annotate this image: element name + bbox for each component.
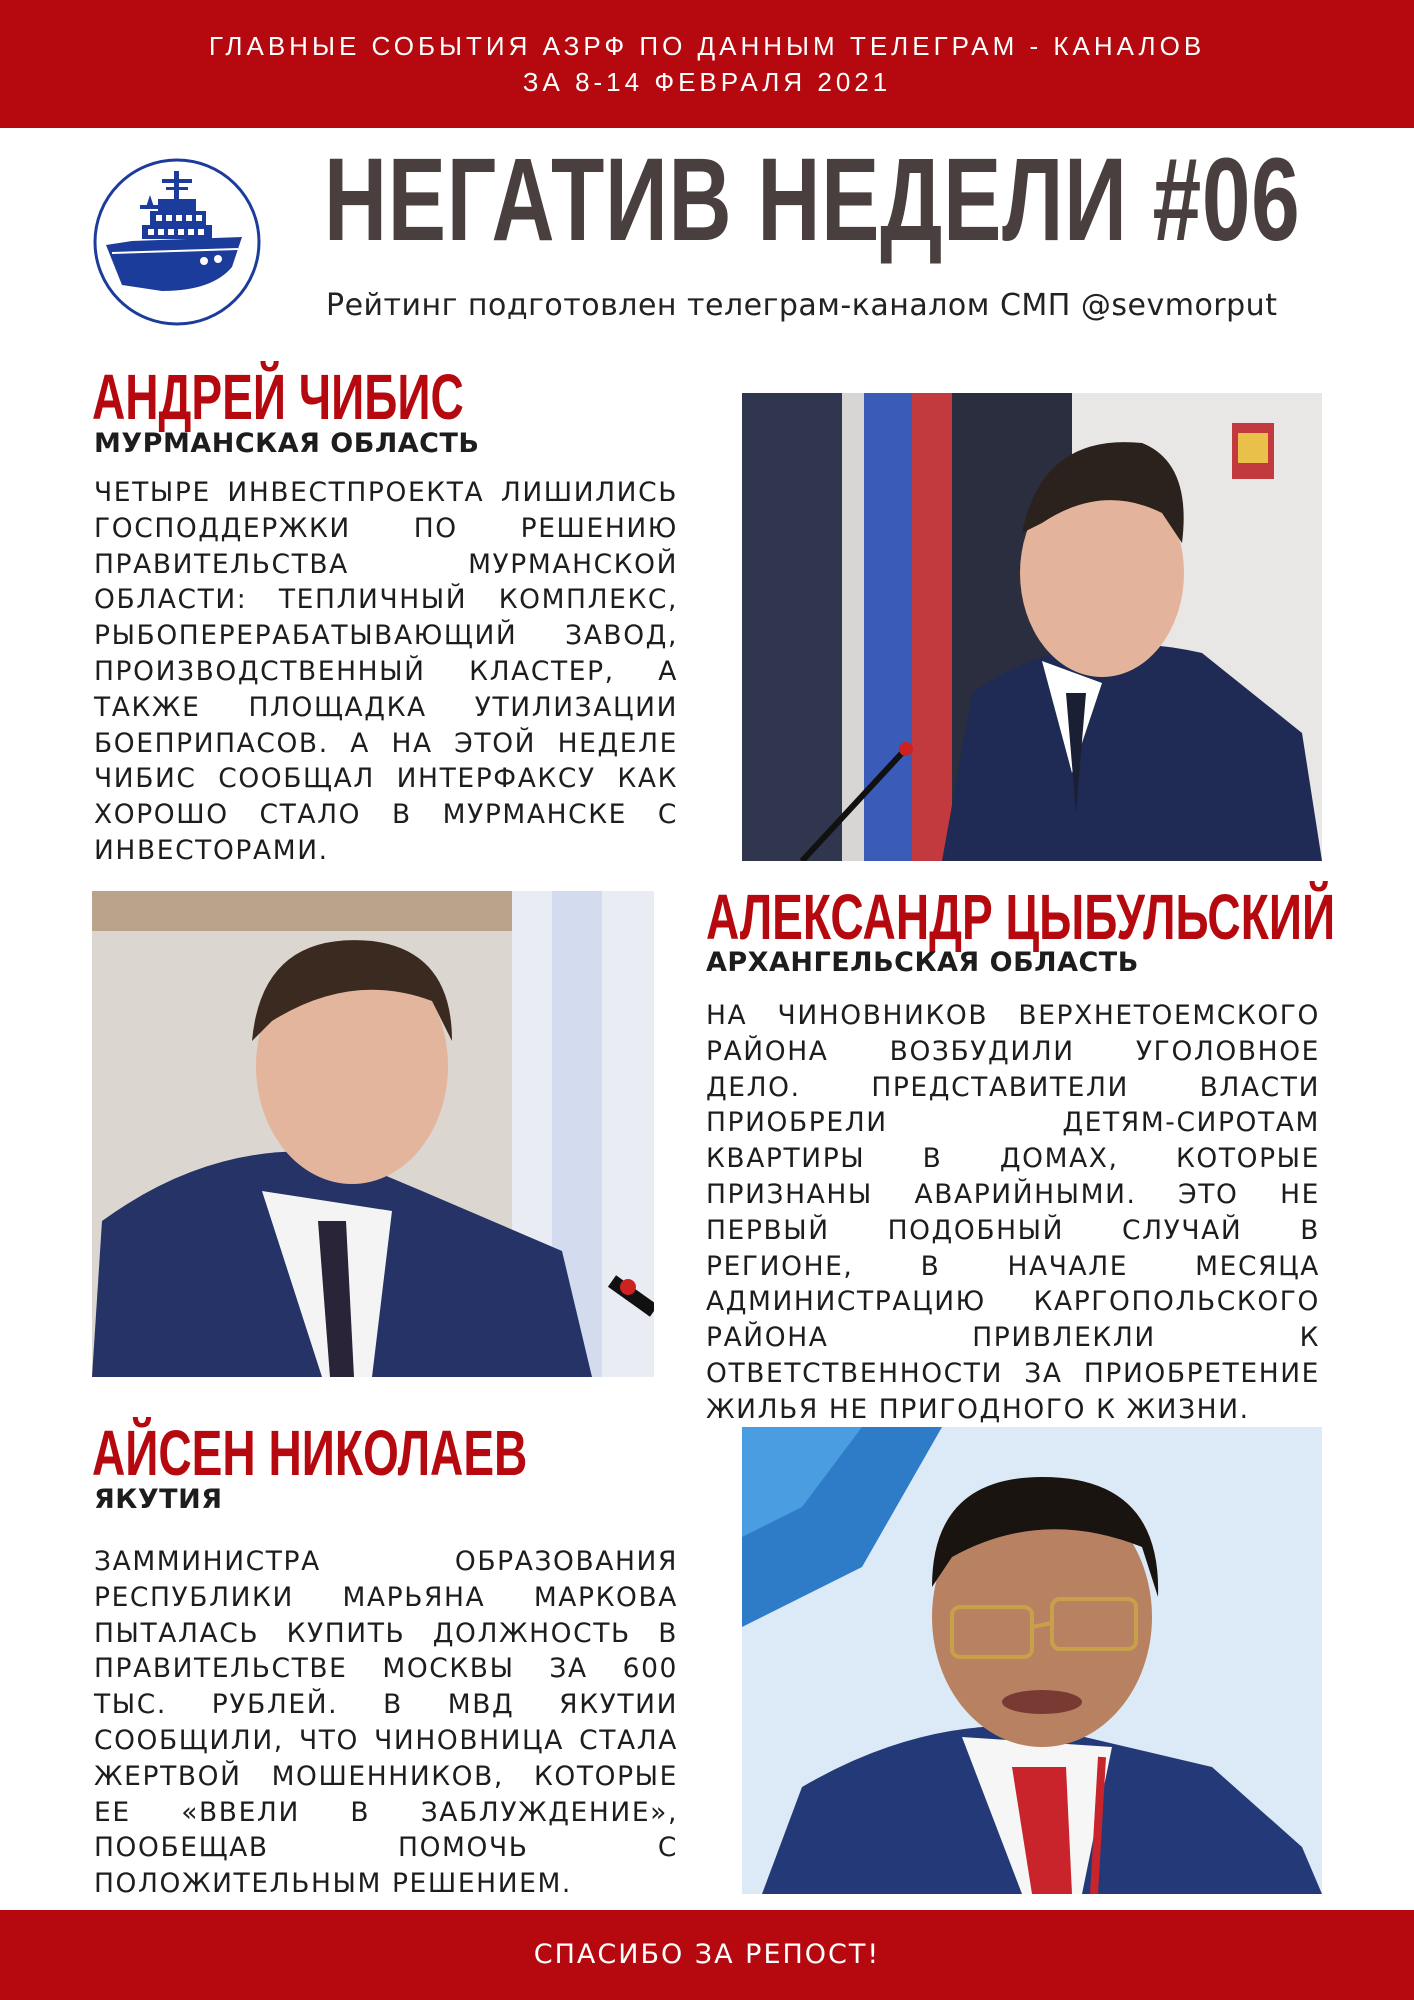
entry-1-photo <box>742 393 1322 861</box>
icebreaker-logo-icon <box>92 157 262 327</box>
entry-2-text: НА ЧИНОВНИКОВ ВЕРХНЕТОЕМСКОГО РАЙОНА ВОЗБУДИЛИ УГОЛОВНОЕ ДЕЛО. ПРЕДСТАВИТЕЛИ ВЛАСТИ ПРИОБРЕЛИ ДЕТЯМ-СИРОТАМ КВАРТИРЫ В ДОМАХ, КОТОРЫЕ ПРИЗНАНЫ АВАРИЙНЫМИ. ЭТО НЕ ПЕРВЫЙ ПОДОБНЫЙ СЛУЧАЙ В РЕГИОНЕ, В НАЧАЛЕ МЕСЯЦА АДМИНИСТРАЦИЮ КАРГОПОЛЬСКОГО РАЙОНА ПРИВЛЕКЛИ К ОТВЕТСТВЕННОСТИ ЗА ПРИОБРЕТЕНИЕ ЖИЛЬЯ НЕ ПРИГОДНОГО К ЖИЗНИ. <box>706 1000 1320 1425</box>
page-title: НЕГАТИВ НЕДЕЛИ #06 <box>324 134 1301 266</box>
entry-1-text: ЧЕТЫРЕ ИНВЕСТПРОЕКТА ЛИШИЛИСЬ ГОСПОДДЕРЖКИ ПО РЕШЕНИЮ ПРАВИТЕЛЬСТВА МУРМАНСКОЙ ОБЛАСТИ: ТЕПЛИЧНЫЙ КОМПЛЕКС, РЫБОПЕРЕРАБАТЫВАЮЩИЙ ЗАВОД, ПРОИЗВОДСТВЕННЫЙ КЛАСТЕР, А ТАКЖЕ ПЛОЩАДКА УТИЛИЗАЦИИ БОЕПРИПАСОВ. А НА ЭТОЙ НЕДЕЛЕ ЧИБИС СООБЩАЛ ИНТЕРФАКСУ КАК ХОРОШО СТАЛО В МУРМАНСКЕ С ИНВЕСТОРАМИ. <box>94 477 678 866</box>
header-bar <box>0 0 1414 128</box>
entry-1-name: АНДРЕЙ ЧИБИС <box>92 361 464 433</box>
entry-3-text: ЗАММИНИСТРА ОБРАЗОВАНИЯ РЕСПУБЛИКИ МАРЬЯНА МАРКОВА ПЫТАЛАСЬ КУПИТЬ ДОЛЖНОСТЬ В ПРАВИТЕЛЬСТВЕ МОСКВЫ ЗА 600 ТЫС. РУБЛЕЙ. В МВД ЯКУТИИ СООБЩИЛИ, ЧТО ЧИНОВНИЦА СТАЛА ЖЕРТВОЙ МОШЕННИКОВ, КОТОРЫЕ ЕЕ «ВВЕЛИ В ЗАБЛУЖДЕНИЕ», ПООБЕЩАВ ПОМОЧЬ С ПОЛОЖИТЕЛЬНЫМ РЕШЕНИЕМ. <box>94 1546 678 1900</box>
entry-2-name: АЛЕКСАНДР ЦЫБУЛЬСКИЙ <box>706 881 1336 953</box>
page-subtitle: Рейтинг подготовлен телеграм-каналом СМП @sevmorput <box>326 288 1278 323</box>
header-line-1: ГЛАВНЫЕ СОБЫТИЯ АЗРФ ПО ДАННЫМ ТЕЛЕГРАМ - КАНАЛОВ <box>208 31 1206 61</box>
footer-text: СПАСИБО ЗА РЕПОСТ! <box>533 1939 881 1970</box>
entry-3-photo <box>742 1427 1322 1894</box>
entry-3-name: АЙСЕН НИКОЛАЕВ <box>92 1417 528 1489</box>
entry-3-region: ЯКУТИЯ <box>94 1484 223 1515</box>
entry-2-region: АРХАНГЕЛЬСКАЯ ОБЛАСТЬ <box>706 947 1139 978</box>
footer-bar <box>0 1910 1414 2000</box>
entry-1-region: МУРМАНСКАЯ ОБЛАСТЬ <box>94 428 480 459</box>
entry-2-photo <box>92 891 654 1377</box>
header-line-2: ЗА 8-14 ФЕВРАЛЯ 2021 <box>522 67 892 97</box>
